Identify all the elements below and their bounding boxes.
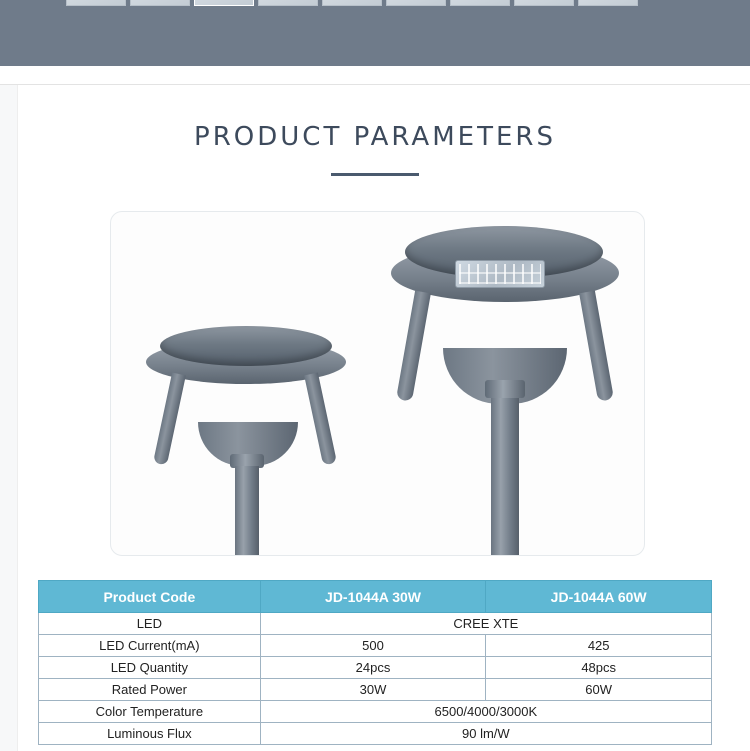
lens-grid: [459, 264, 541, 284]
table-row: [39, 657, 712, 679]
row-label-led-current: LED Current(mA): [39, 635, 261, 657]
spec-table-wrapper: [38, 580, 712, 745]
column-header-model-30w: JD-1044A 30W: [260, 581, 486, 613]
lamp-arm-right: [579, 291, 614, 402]
thumbnail-image: [387, 0, 445, 5]
row-value-led-current-30w: 500: [260, 635, 486, 657]
lamp-collar: [485, 380, 525, 398]
row-value-rated-power-30w: 30W: [260, 679, 486, 701]
spec-table-head: [39, 581, 712, 613]
thumbnail-image: [451, 0, 509, 5]
lamp-pole: [491, 398, 519, 556]
table-row: [39, 613, 712, 635]
row-value-color-temperature: 6500/4000/3000K: [260, 701, 711, 723]
lamp-arm-left: [396, 291, 431, 402]
garden-lamp-large: [391, 222, 621, 556]
garden-lamp-small: [146, 322, 356, 552]
row-value-led-current-60w: 425: [486, 635, 712, 657]
thumbnail-image: [195, 0, 253, 5]
thumbnail-1[interactable]: [66, 0, 126, 6]
thumbnail-image: [323, 0, 381, 5]
row-value-led-quantity-60w: 48pcs: [486, 657, 712, 679]
row-label-led-quantity: LED Quantity: [39, 657, 261, 679]
thumbnail-3[interactable]: [194, 0, 254, 6]
thumbnail-4[interactable]: [258, 0, 318, 6]
lamp-pole: [235, 466, 259, 556]
row-label-led: LED: [39, 613, 261, 635]
table-row: [39, 635, 712, 657]
thumbnail-image: [579, 0, 637, 5]
page-title: PRODUCT PARAMETERS: [194, 122, 556, 152]
content-spacer: [0, 66, 750, 84]
row-value-led: CREE XTE: [260, 613, 711, 635]
thumbnail-9[interactable]: [578, 0, 638, 6]
table-row: [39, 701, 712, 723]
thumbnail-strip-bar: [0, 0, 750, 66]
table-row: [39, 723, 712, 745]
row-value-rated-power-60w: 60W: [486, 679, 712, 701]
spec-table-body: [39, 613, 712, 745]
thumbnail-image: [67, 0, 125, 5]
thumbnail-7[interactable]: [450, 0, 510, 6]
row-value-luminous-flux: 90 lm/W: [260, 723, 711, 745]
row-value-led-quantity-30w: 24pcs: [260, 657, 486, 679]
thumbnail-6[interactable]: [386, 0, 446, 6]
thumbnail-2[interactable]: [130, 0, 190, 6]
row-label-rated-power: Rated Power: [39, 679, 261, 701]
table-header-row: [39, 581, 712, 613]
lamp-arm-left: [153, 373, 186, 466]
left-rail: [0, 85, 18, 751]
row-label-luminous-flux: Luminous Flux: [39, 723, 261, 745]
lamp-hood: [160, 326, 332, 366]
thumbnail-list: [66, 0, 638, 6]
spec-table: [38, 580, 712, 745]
thumbnail-image: [515, 0, 573, 5]
thumbnail-image: [259, 0, 317, 5]
lamp-arm-right: [304, 373, 337, 466]
thumbnail-8[interactable]: [514, 0, 574, 6]
column-header-product-code: Product Code: [39, 581, 261, 613]
row-label-color-temperature: Color Temperature: [39, 701, 261, 723]
lamp-lens: [455, 260, 545, 288]
table-row: [39, 679, 712, 701]
column-header-model-60w: JD-1044A 60W: [486, 581, 712, 613]
thumbnail-5[interactable]: [322, 0, 382, 6]
horizontal-divider: [0, 84, 750, 85]
product-image-panel: [110, 211, 645, 556]
title-underline: [331, 173, 419, 176]
thumbnail-image: [131, 0, 189, 5]
